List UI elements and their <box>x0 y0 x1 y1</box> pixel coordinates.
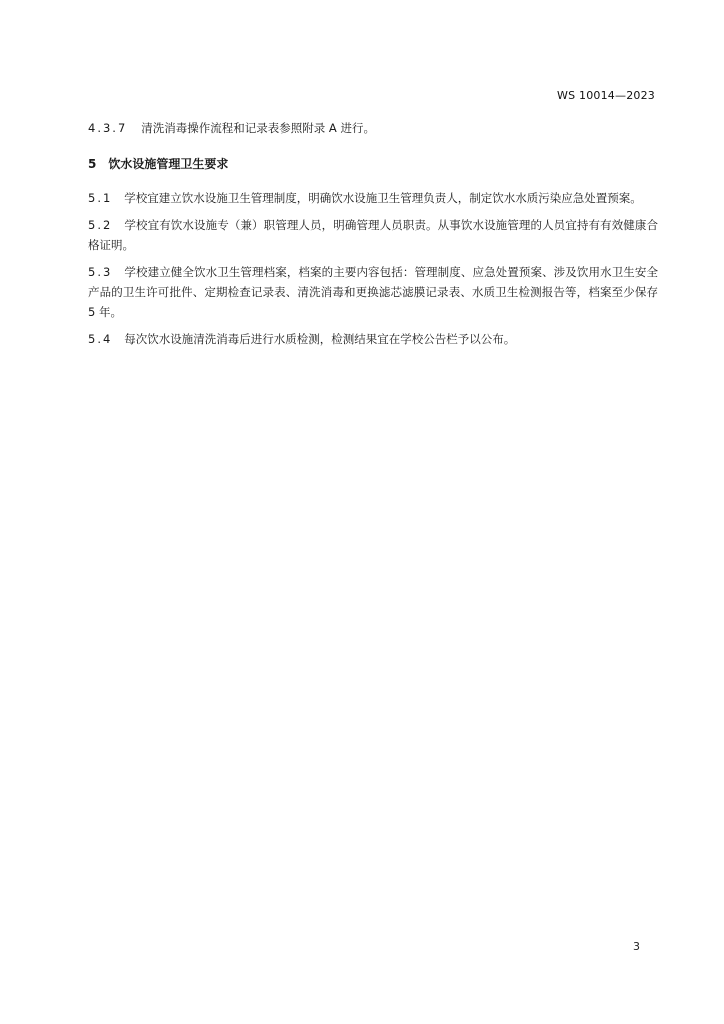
clause-number: 5.3 <box>88 265 113 279</box>
clause-5-1 <box>88 188 658 208</box>
section-number: 5 <box>88 157 97 171</box>
page-number: 3 <box>633 940 640 953</box>
clause-4-3-7 <box>88 118 658 138</box>
clause-text: 每次饮水设施清洗消毒后进行水质检测，检测结果宜在学校公告栏予以公布。 <box>124 332 516 346</box>
clause-text: 学校宜建立饮水设施卫生管理制度，明确饮水设施卫生管理负责人，制定饮水水质污染应急处置预案。 <box>124 191 642 205</box>
clause-number: 5.2 <box>88 218 113 232</box>
clause-text: 学校宜有饮水设施专（兼）职管理人员，明确管理人员职责。从事饮水设施管理的人员宜持有有效健康合格证明。 <box>88 218 658 252</box>
clause-5-4 <box>88 329 658 349</box>
clause-text: 学校建立健全饮水卫生管理档案，档案的主要内容包括：管理制度、应急处置预案、涉及饮用水卫生安全产品的卫生许可批件、定期检查记录表、清洗消毒和更换滤芯滤膜记录表、水质卫生检测报告等，档案至少保存 5 年。 <box>88 265 658 319</box>
section-5-heading <box>88 154 658 174</box>
clause-5-3 <box>88 262 658 322</box>
clause-number: 5.4 <box>88 332 113 346</box>
document-body <box>88 118 658 349</box>
clause-number: 5.1 <box>88 191 113 205</box>
clause-text: 清洗消毒操作流程和记录表参照附录 A 进行。 <box>141 121 375 135</box>
clause-5-2 <box>88 215 658 255</box>
section-title: 饮水设施管理卫生要求 <box>108 157 229 171</box>
clause-number: 4.3.7 <box>88 121 128 135</box>
document-code: WS 10014—2023 <box>557 89 655 102</box>
